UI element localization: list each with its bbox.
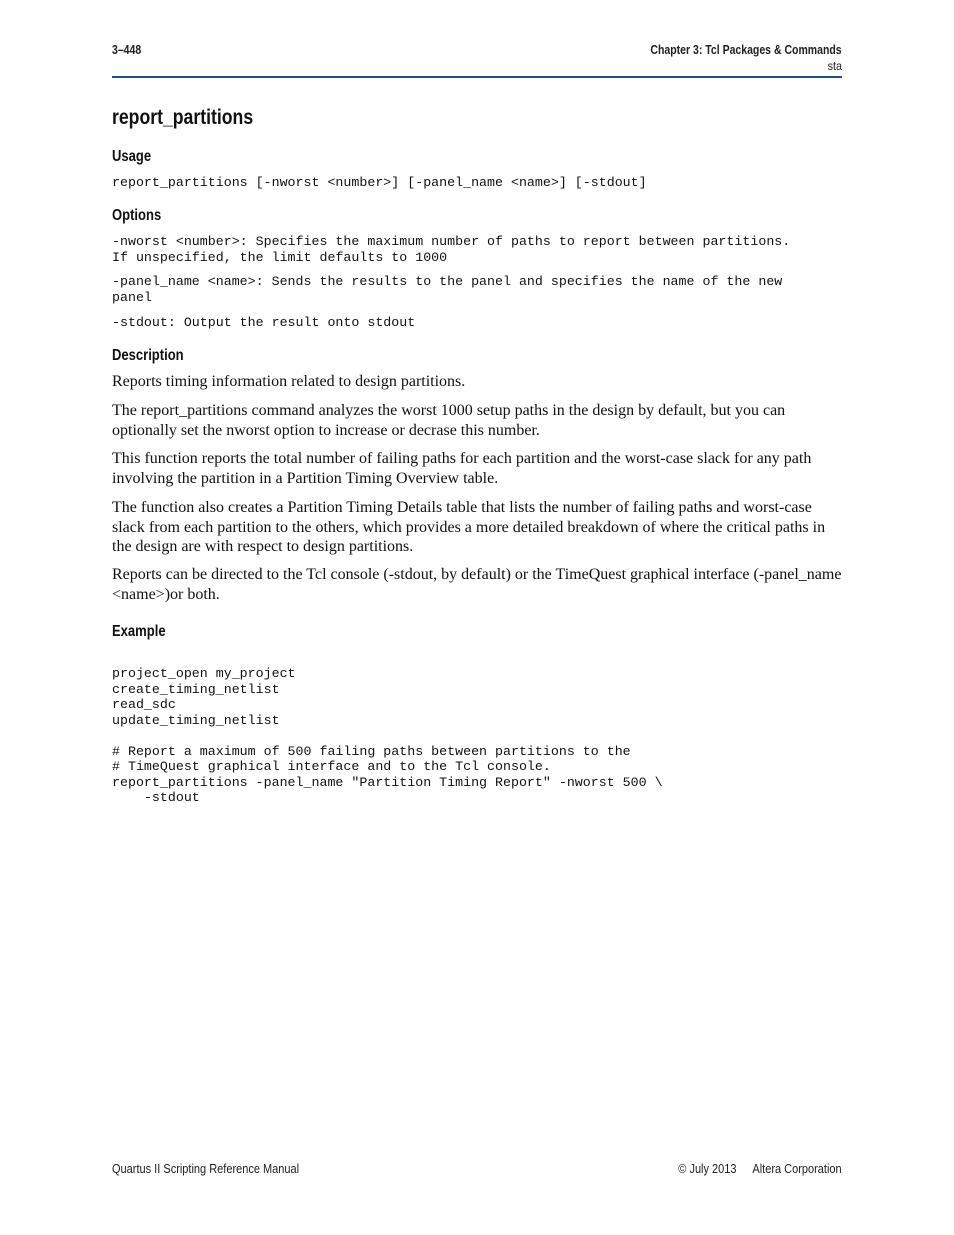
- chapter-title: Chapter 3: Tcl Packages & Commands: [650, 43, 842, 57]
- header-divider: [112, 76, 842, 78]
- option-panel-name: -panel_name <name>: Sends the results to the panel and specifies the name of the new panel: [112, 274, 783, 305]
- footer-manual-title: Quartus II Scripting Reference Manual: [112, 1162, 300, 1176]
- page-number: 3–448: [112, 43, 142, 57]
- example-heading: Example: [112, 623, 166, 640]
- description-paragraph: The function also creates a Partition Timing Details table that lists the number of failing paths and worst-case slack from each partition to the others, which provides a more detailed breakdown of where the critical paths in the design are with respect to design partitions.: [112, 499, 826, 555]
- page-title: report_partitions: [112, 106, 254, 129]
- option-nworst: -nworst <number>: Specifies the maximum number of paths to report between partitions. If unspecified, the limit defaults to 1000: [112, 234, 791, 265]
- section-name: sta: [827, 59, 842, 73]
- description-paragraph: The report_partitions command analyzes the worst 1000 setup paths in the design by default, but you can optionally set the nworst option to increase or decrase this number.: [112, 402, 786, 439]
- description-heading: Description: [112, 347, 184, 364]
- option-stdout: -stdout: Output the result onto stdout: [112, 315, 416, 330]
- footer-company: Altera Corporation: [752, 1162, 842, 1176]
- description-paragraph: Reports can be directed to the Tcl console (-stdout, by default) or the TimeQuest graphical interface (-panel_name <name>)or both.: [112, 566, 842, 603]
- description-paragraph: Reports timing information related to design partitions.: [112, 373, 466, 390]
- usage-heading: Usage: [112, 148, 152, 165]
- example-code: project_open my_project create_timing_netlist read_sdc update_timing_netlist # Report a maximum of 500 failing paths between partitions to the # TimeQuest graphical interface and to the Tcl console. report_partitions -panel_name "Partition Timing Report" -nworst 500 \ -stdout: [112, 666, 663, 805]
- description-paragraph: This function reports the total number of failing paths for each partition and the worst-case slack for any path involving the partition in a Partition Timing Overview table.: [112, 450, 812, 487]
- footer-copyright: [679, 1162, 842, 1176]
- footer-date: © July 2013: [678, 1162, 737, 1176]
- options-heading: Options: [112, 207, 162, 224]
- usage-code: report_partitions [-nworst <number>] [-panel_name <name>] [-stdout]: [112, 175, 647, 190]
